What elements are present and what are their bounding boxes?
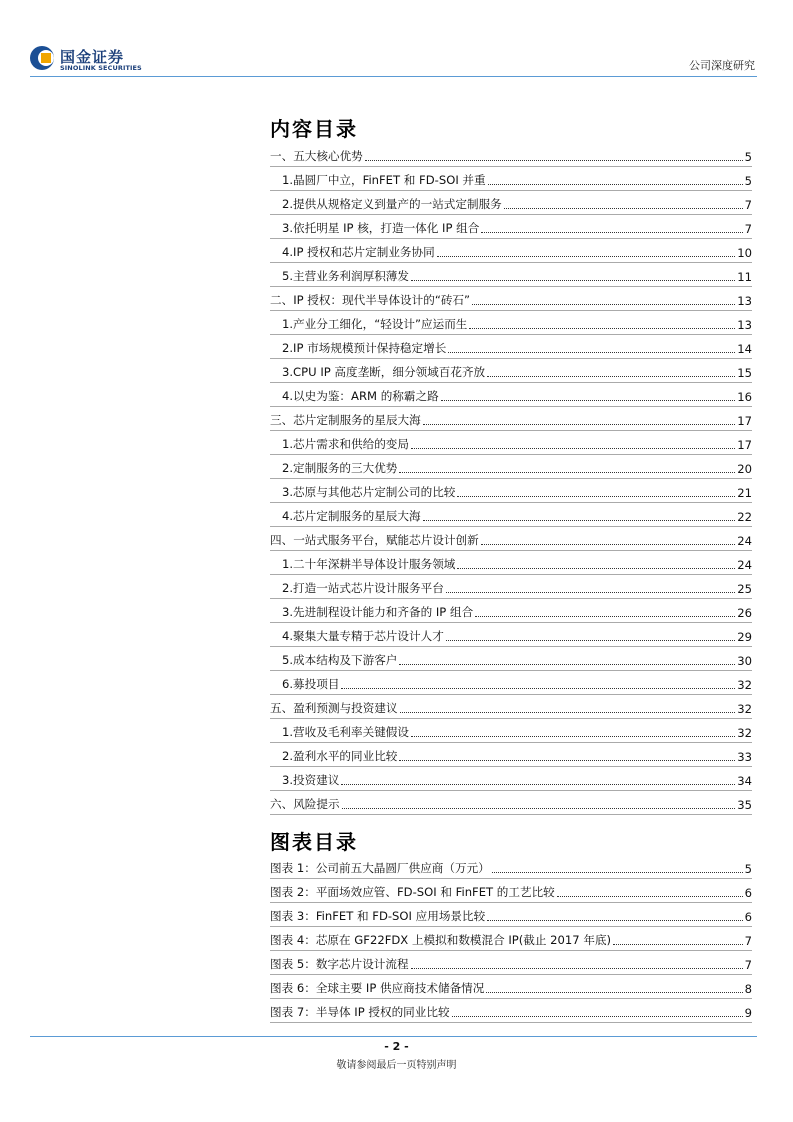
toc-entry-title: 三、芯片定制服务的星辰大海 [270,413,421,427]
toc-entry[interactable] [270,191,752,215]
toc-entry-page: 24 [737,534,752,548]
figure-entry-page: 5 [744,862,752,876]
dot-leader [457,568,735,569]
toc-entry-page: 35 [737,798,752,812]
toc-entry-title: 2.定制服务的三大优势 [282,461,398,475]
dot-leader [488,184,743,185]
figure-entry-title: 图表 2：平面场效应管、FD-SOI 和 FinFET 的工艺比较 [270,885,555,899]
table-of-contents [270,143,752,815]
dot-leader [411,968,743,969]
dot-leader [399,760,735,761]
dot-leader [423,520,736,521]
dot-leader [342,808,736,809]
dot-leader [411,736,735,737]
toc-entry-title: 3.依托明星 IP 核，打造一体化 IP 组合 [282,221,480,235]
toc-entry[interactable] [270,503,752,527]
figure-entry-page: 6 [744,910,752,924]
dot-leader [557,896,743,897]
figure-entry[interactable] [270,999,752,1023]
toc-entry-title: 1.晶圆厂中立，FinFET 和 FD-SOI 并重 [282,173,486,187]
toc-entry-title: 3.投资建议 [282,773,340,787]
toc-entry-page: 14 [737,342,752,356]
logo-chinese-name: 国金证券 [60,48,125,66]
toc-entry-title: 4.以史为鉴：ARM 的称霸之路 [282,389,439,403]
toc-entry-title: 4.IP 授权和芯片定制业务协同 [282,245,435,259]
toc-entry-title: 5.主营业务利润厚积薄发 [282,269,409,283]
figure-entry[interactable] [270,927,752,951]
toc-entry-title: 二、IP 授权：现代半导体设计的“砖石” [270,293,471,307]
toc-entry-title: 1.营收及毛利率关键假设 [282,725,409,739]
toc-entry-page: 32 [737,678,752,692]
figure-entry-title: 图表 4：芯原在 GF22FDX 上模拟和数模混合 IP(截止 2017 年底) [270,933,612,947]
toc-entry[interactable] [270,431,752,455]
toc-entry-title: 3.先进制程设计能力和齐备的 IP 组合 [282,605,474,619]
toc-entry-title: 1.二十年深耕半导体设计服务领域 [282,557,456,571]
toc-entry-title: 2.打造一站式芯片设计服务平台 [282,581,444,595]
toc-entry-page: 10 [737,246,752,260]
toc-entry-page: 5 [744,174,752,188]
toc-entry[interactable] [270,695,752,719]
toc-entry-title: 2.盈利水平的同业比较 [282,749,398,763]
dot-leader [487,920,742,921]
toc-entry-page: 17 [737,438,752,452]
dot-leader [400,712,736,713]
figure-entry[interactable] [270,975,752,999]
toc-entry[interactable] [270,167,752,191]
figure-entry[interactable] [270,879,752,903]
dot-leader [446,592,735,593]
dot-leader [469,328,735,329]
dot-leader [486,992,742,993]
toc-entry[interactable] [270,599,752,623]
document-type-label: 公司深度研究 [689,59,755,72]
toc-entry-page: 5 [744,150,752,164]
dot-leader [423,424,736,425]
toc-entry-title: 六、风险提示 [270,797,340,811]
figure-entry[interactable] [270,855,752,879]
toc-entry[interactable] [270,215,752,239]
toc-entry[interactable] [270,527,752,551]
sinolink-logo-icon [30,46,54,70]
figure-entry-page: 7 [744,934,752,948]
toc-entry[interactable] [270,791,752,815]
toc-entry-title: 五、盈利预测与投资建议 [270,701,398,715]
figure-entry-title: 图表 5：数字芯片设计流程 [270,957,409,971]
dot-leader [452,1016,743,1017]
toc-entry[interactable] [270,455,752,479]
figure-entry-title: 图表 3：FinFET 和 FD-SOI 应用场景比较 [270,909,486,923]
dot-leader [481,232,742,233]
toc-entry-page: 34 [737,774,752,788]
figure-entry-page: 9 [744,1006,752,1020]
figure-entry[interactable] [270,951,752,975]
toc-entry[interactable] [270,263,752,287]
toc-entry[interactable] [270,335,752,359]
dot-leader [446,640,735,641]
page-header [0,0,793,80]
dot-leader [411,280,735,281]
dot-leader [492,872,743,873]
toc-entry-title: 1.芯片需求和供给的变局 [282,437,409,451]
dot-leader [341,688,735,689]
figure-entry-page: 7 [744,958,752,972]
dot-leader [487,376,735,377]
toc-entry-title: 2.IP 市场规模预计保持稳定增长 [282,341,447,355]
figure-entry-title: 图表 6：全球主要 IP 供应商技术储备情况 [270,981,485,995]
toc-entry-page: 13 [737,294,752,308]
toc-entry-title: 一、五大核心优势 [270,149,363,163]
toc-entry[interactable] [270,383,752,407]
toc-entry-title: 3.CPU IP 高度垄断，细分领域百花齐放 [282,365,486,379]
toc-entry-page: 24 [737,558,752,572]
page-number: - 2 - [384,1040,409,1053]
dot-leader [437,256,736,257]
toc-entry[interactable] [270,479,752,503]
figure-entry-page: 6 [744,886,752,900]
toc-entry-page: 16 [737,390,752,404]
dot-leader [399,472,735,473]
dot-leader [448,352,735,353]
toc-entry-page: 26 [737,606,752,620]
toc-title: 内容目录 [270,117,358,141]
figure-entry[interactable] [270,903,752,927]
toc-entry[interactable] [270,575,752,599]
footer-divider [30,1036,757,1037]
header-divider [30,76,757,77]
list-of-figures [270,855,752,1023]
toc-entry-title: 2.提供从规格定义到量产的一站式定制服务 [282,197,502,211]
toc-entry-page: 20 [737,462,752,476]
toc-entry[interactable] [270,743,752,767]
toc-entry-page: 17 [737,414,752,428]
dot-leader [441,400,736,401]
toc-entry-title: 4.芯片定制服务的星辰大海 [282,509,421,523]
figure-entry-page: 8 [744,982,752,996]
logo-english-name: SINOLINK SECURITIES [60,64,142,72]
toc-entry[interactable] [270,719,752,743]
dot-leader [411,448,735,449]
toc-entry[interactable] [270,671,752,695]
dot-leader [457,496,735,497]
disclaimer-note: 敬请参阅最后一页特别声明 [336,1060,457,1071]
toc-entry[interactable] [270,239,752,263]
toc-entry-page: 30 [737,654,752,668]
dot-leader [472,304,735,305]
toc-entry-page: 21 [737,486,752,500]
toc-entry-page: 33 [737,750,752,764]
toc-entry[interactable] [270,287,752,311]
dot-leader [613,944,743,945]
toc-entry-page: 32 [737,726,752,740]
toc-entry-title: 5.成本结构及下游客户 [282,653,398,667]
toc-entry-title: 4.聚集大量专精于芯片设计人才 [282,629,444,643]
toc-entry-title: 四、一站式服务平台，赋能芯片设计创新 [270,533,479,547]
toc-entry-page: 15 [737,366,752,380]
dot-leader [504,208,743,209]
toc-entry-page: 25 [737,582,752,596]
dot-leader [341,784,735,785]
toc-entry-page: 13 [737,318,752,332]
toc-entry-page: 11 [737,270,752,284]
figure-entry-title: 图表 1：公司前五大晶圆厂供应商（万元） [270,861,490,875]
dot-leader [365,160,743,161]
dot-leader [475,616,735,617]
toc-entry-page: 7 [744,222,752,236]
figures-title: 图表目录 [270,830,358,854]
toc-entry-page: 29 [737,630,752,644]
dot-leader [399,664,735,665]
toc-entry-title: 1.产业分工细化，“轻设计”应运而生 [282,317,468,331]
toc-entry[interactable] [270,623,752,647]
toc-entry[interactable] [270,407,752,431]
toc-entry-title: 3.芯原与其他芯片定制公司的比较 [282,485,456,499]
toc-entry[interactable] [270,551,752,575]
toc-entry-title: 6.募投项目 [282,677,340,691]
toc-entry[interactable] [270,311,752,335]
toc-entry[interactable] [270,143,752,167]
toc-entry-page: 7 [744,198,752,212]
toc-entry-page: 22 [737,510,752,524]
toc-entry-page: 32 [737,702,752,716]
toc-entry[interactable] [270,647,752,671]
dot-leader [481,544,736,545]
sinolink-logo [30,46,150,74]
figure-entry-title: 图表 7：半导体 IP 授权的同业比较 [270,1005,450,1019]
toc-entry[interactable] [270,359,752,383]
toc-entry[interactable] [270,767,752,791]
